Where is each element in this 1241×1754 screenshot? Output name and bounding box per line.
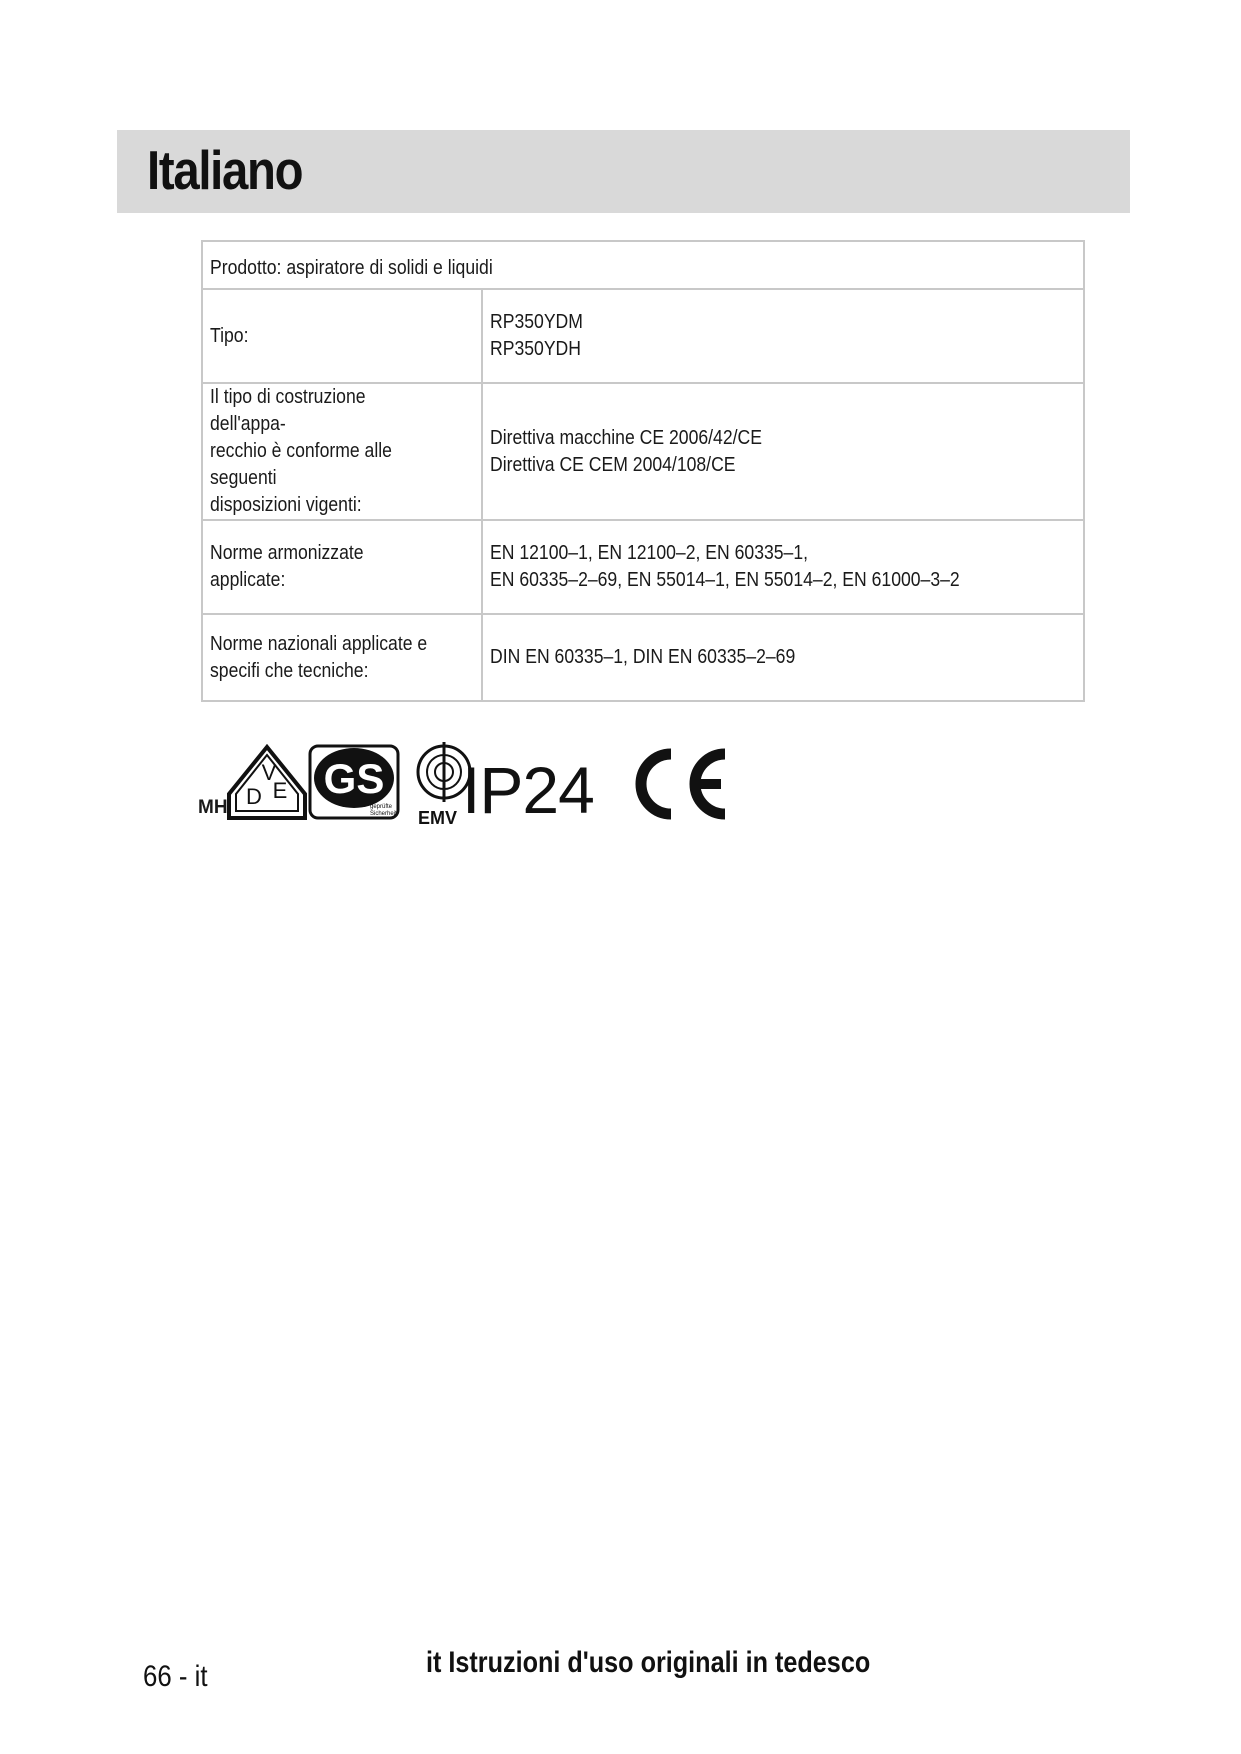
row-label (202, 383, 482, 520)
vde-mark-icon (226, 744, 308, 826)
gs-mark-icon (308, 744, 400, 820)
header-band (117, 130, 1130, 213)
row-value-text: Direttiva macchine CE 2006/42/CE Direttiva CE CEM 2004/108/CE (490, 426, 762, 476)
document-title-footer: it Istruzioni d'uso originali in tedesco (426, 1646, 871, 1679)
declaration-table (201, 240, 1085, 702)
certification-marks (198, 738, 758, 828)
table-row-product (202, 241, 1084, 289)
row-value (482, 520, 1084, 614)
row-value (482, 289, 1084, 383)
row-value-text: RP350YDM RP350YDH (490, 311, 583, 360)
vde-letter-v: V (261, 760, 277, 785)
vde-letter-d: D (246, 784, 262, 809)
row-label (202, 289, 482, 383)
ip-rating-text: IP24 (462, 753, 594, 827)
vde-letter-e: E (272, 778, 288, 803)
gs-sub-1: geprüfte (370, 804, 393, 810)
row-value (482, 614, 1084, 701)
product-text: Prodotto: aspiratore di solidi e liquidi (210, 256, 493, 279)
gs-sub-2: Sicherheit (370, 811, 397, 817)
emv-letters: EMV (418, 808, 458, 828)
row-value-text: DIN EN 60335–1, DIN EN 60335–2–69 (490, 646, 796, 668)
row-value (482, 383, 1084, 520)
table-row (202, 289, 1084, 383)
mh-mark: MH (198, 797, 228, 818)
row-label (202, 614, 482, 701)
page-title: Italiano (147, 139, 303, 201)
product-cell (202, 241, 1084, 289)
page-number: 66 - it (143, 1660, 208, 1693)
ce-mark-icon (635, 746, 735, 822)
row-label-text: Norme nazionali applicate e specifi che tecniche: (210, 632, 428, 682)
row-value-text: EN 12100–1, EN 12100–2, EN 60335–1, EN 60335–2–69, EN 55014–1, EN 55014–2, EN 61000–3–2 (490, 542, 960, 591)
table-row (202, 520, 1084, 614)
gs-letters: GS (323, 755, 385, 802)
row-label (202, 520, 482, 614)
row-label-text: Tipo: (210, 324, 249, 347)
row-label-text: Il tipo di costruzione dell'appa- recchio è conforme alle seguenti disposizioni vigenti: (210, 386, 392, 516)
row-label-text: Norme armonizzate applicate: (210, 542, 364, 591)
table-row (202, 614, 1084, 701)
table-row (202, 383, 1084, 520)
